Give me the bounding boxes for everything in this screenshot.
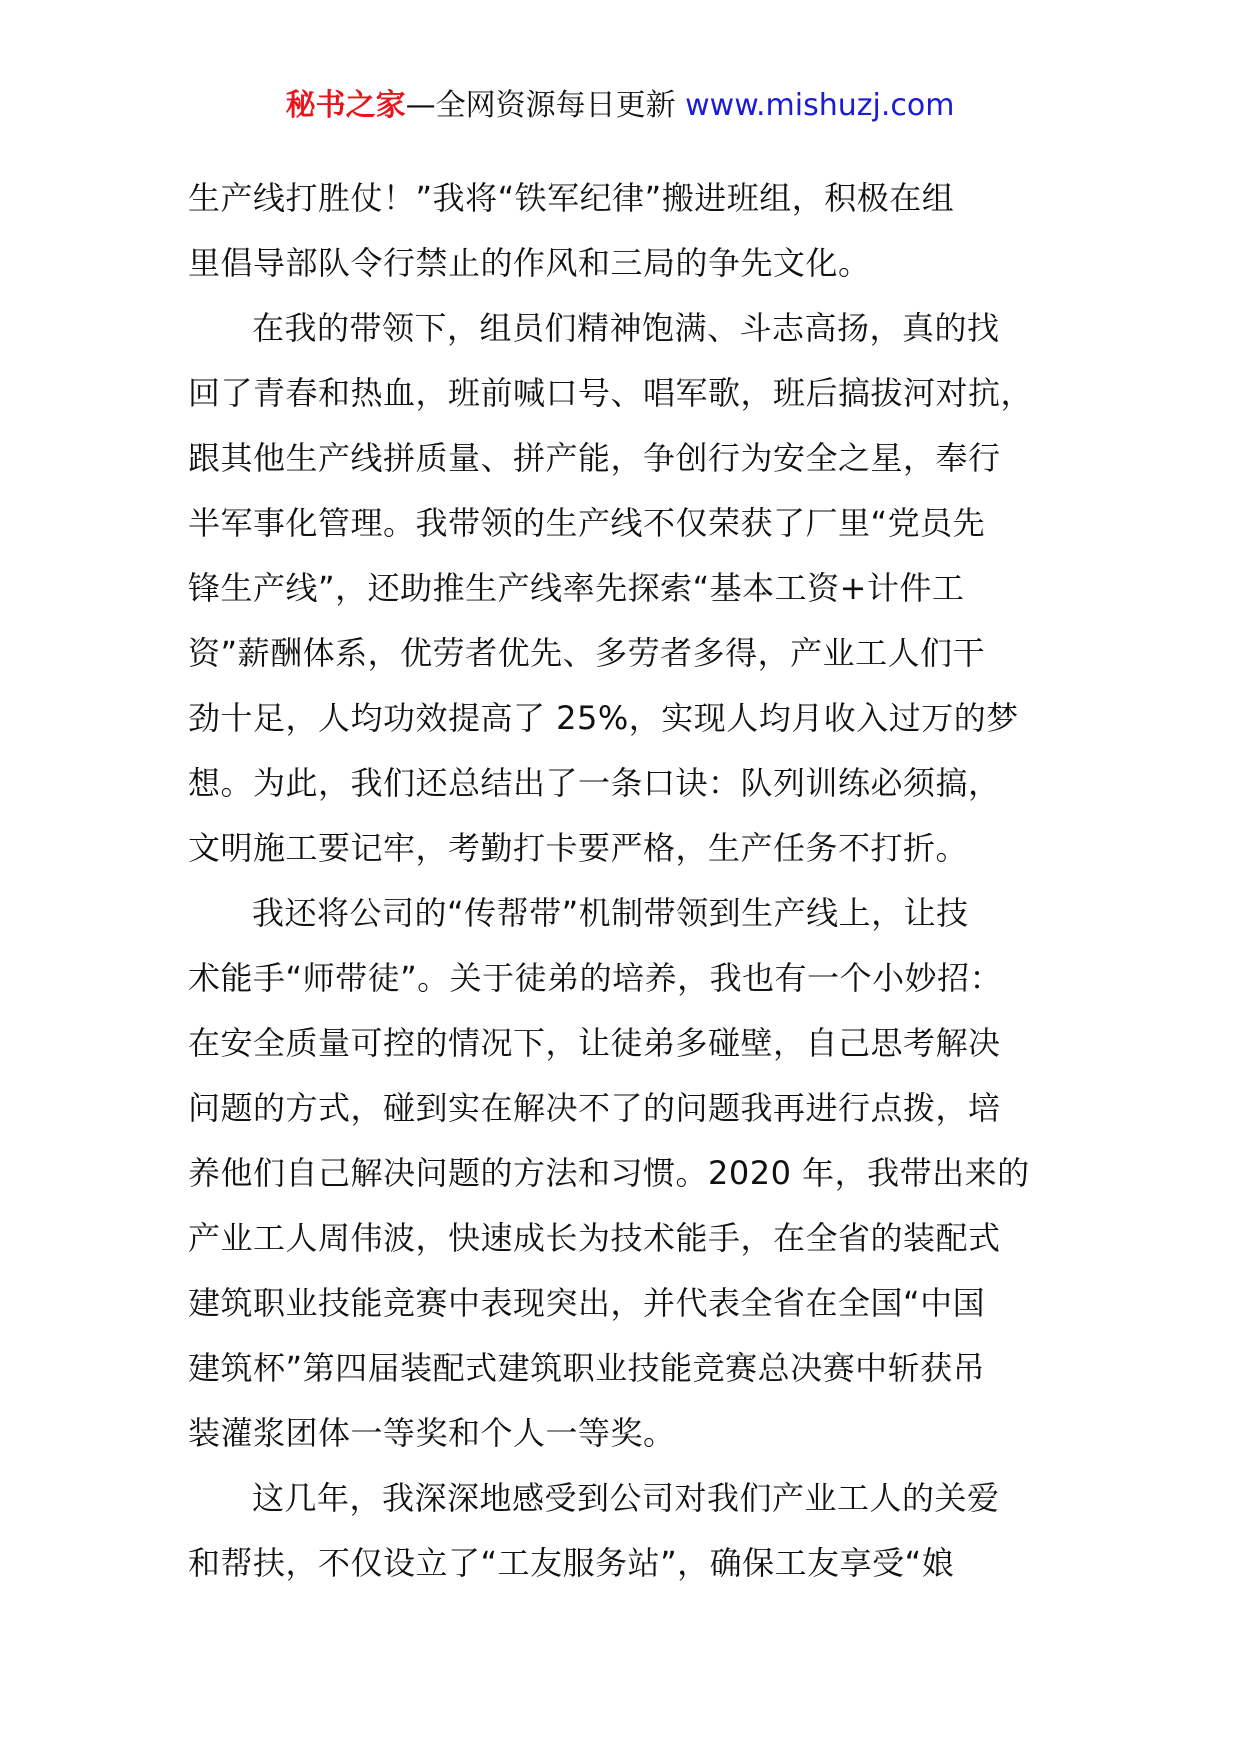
text-line: 装灌浆团体一等奖和个人一等奖。 xyxy=(188,1414,676,1452)
text-line: 生产线打胜仗！”我将“铁军纪律”搬进班组，积极在组 xyxy=(188,179,955,217)
text-line: 在我的带领下，组员们精神饱满、斗志高扬，真的找 xyxy=(252,309,1000,347)
text-line: 问题的方式，碰到实在解决不了的问题我再进行点拨，培 xyxy=(188,1089,1001,1127)
website-link[interactable]: www.mishuzj.com xyxy=(685,88,955,123)
text-line: 劲十足，人均功效提高了 25%，实现人均月收入过万的梦 xyxy=(188,699,1019,737)
page-header xyxy=(0,86,1240,126)
text-line: 回了青春和热血，班前喊口号、唱军歌，班后搞拔河对抗， xyxy=(188,374,1034,412)
text-line: 这几年，我深深地感受到公司对我们产业工人的关爱 xyxy=(252,1479,1000,1517)
text-line: 养他们自己解决问题的方法和习惯。2020 年，我带出来的 xyxy=(188,1154,1030,1192)
text-line: 里倡导部队令行禁止的作风和三局的争先文化。 xyxy=(188,244,871,282)
text-line: 想。为此，我们还总结出了一条口诀：队列训练必须搞， xyxy=(188,764,1001,802)
document-body xyxy=(188,166,1068,1596)
text-line: 建筑杯”第四届装配式建筑职业技能竞赛总决赛中斩获吊 xyxy=(188,1349,986,1387)
header-tagline: —全网资源每日更新 xyxy=(405,88,686,123)
text-line: 半军事化管理。我带领的生产线不仅荣获了厂里“党员先 xyxy=(188,504,986,542)
text-line: 资”薪酬体系，优劳者优先、多劳者多得，产业工人们干 xyxy=(188,634,986,672)
brand-name: 秘书之家 xyxy=(285,88,406,123)
text-line: 文明施工要记牢，考勤打卡要严格，生产任务不打折。 xyxy=(188,829,969,867)
text-line: 建筑职业技能竞赛中表现突出，并代表全省在全国“中国 xyxy=(188,1284,986,1322)
text-line: 锋生产线”，还助推生产线率先探索“基本工资+计件工 xyxy=(188,569,965,607)
text-line: 我还将公司的“传帮带”机制带领到生产线上，让技 xyxy=(252,894,969,932)
text-line: 产业工人周伟波，快速成长为技术能手，在全省的装配式 xyxy=(188,1219,1001,1257)
text-line: 在安全质量可控的情况下，让徒弟多碰壁，自己思考解决 xyxy=(188,1024,1001,1062)
text-line: 和帮扶，不仅设立了“工友服务站”，确保工友享受“娘 xyxy=(188,1544,955,1582)
text-line: 跟其他生产线拼质量、拼产能，争创行为安全之星，奉行 xyxy=(188,439,1001,477)
text-line: 术能手“师带徒”。关于徒弟的培养，我也有一个小妙招： xyxy=(188,959,1003,997)
